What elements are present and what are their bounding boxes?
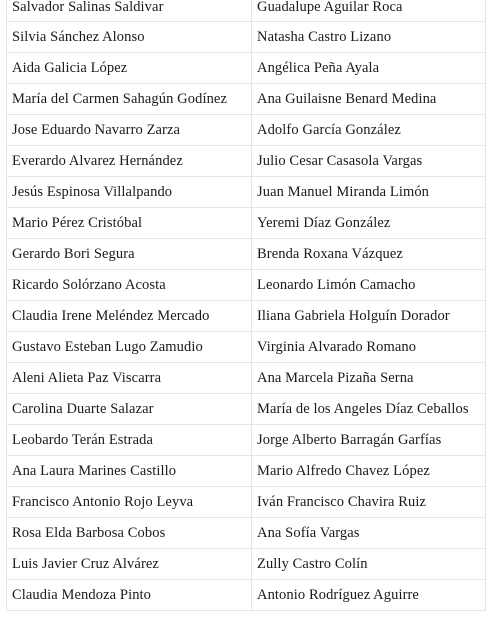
table-row	[7, 0, 486, 22]
table-row	[7, 456, 486, 487]
name-cell-right: María de los Angeles Díaz Ceballos	[252, 394, 486, 425]
table-row	[7, 332, 486, 363]
name-cell-right: Ana Marcela Pizaña Serna	[252, 363, 486, 394]
table-row	[7, 84, 486, 115]
table-row	[7, 549, 486, 580]
name-cell-right: Virginia Alvarado Romano	[252, 332, 486, 363]
name-cell-left: Mario Pérez Cristóbal	[7, 208, 252, 239]
name-cell-right: Iliana Gabriela Holguín Dorador	[252, 301, 486, 332]
name-cell-left: Francisco Antonio Rojo Leyva	[7, 487, 252, 518]
name-cell-left: Claudia Irene Meléndez Mercado	[7, 301, 252, 332]
name-cell-left: Everardo Alvarez Hernández	[7, 146, 252, 177]
name-cell-left: Gerardo Bori Segura	[7, 239, 252, 270]
name-cell-right: Yeremi Díaz González	[252, 208, 486, 239]
name-cell-left: Carolina Duarte Salazar	[7, 394, 252, 425]
name-cell-left: Jose Eduardo Navarro Zarza	[7, 115, 252, 146]
table-row	[7, 518, 486, 549]
table-row	[7, 394, 486, 425]
name-cell-left: Jesús Espinosa Villalpando	[7, 177, 252, 208]
table-row	[7, 53, 486, 84]
name-cell-left: Silvia Sánchez Alonso	[7, 22, 252, 53]
table-row	[7, 177, 486, 208]
name-cell-left: Luis Javier Cruz Alvárez	[7, 549, 252, 580]
name-cell-right: Zully Castro Colín	[252, 549, 486, 580]
table-row	[7, 425, 486, 456]
name-cell-right: Juan Manuel Miranda Limón	[252, 177, 486, 208]
name-cell-left: Ana Laura Marines Castillo	[7, 456, 252, 487]
table-row	[7, 270, 486, 301]
name-cell-left: Claudia Mendoza Pinto	[7, 580, 252, 611]
names-table	[6, 0, 486, 611]
name-cell-right: Angélica Peña Ayala	[252, 53, 486, 84]
table-row	[7, 239, 486, 270]
name-cell-right: Mario Alfredo Chavez López	[252, 456, 486, 487]
name-cell-right: Leonardo Limón Camacho	[252, 270, 486, 301]
name-cell-right: Natasha Castro Lizano	[252, 22, 486, 53]
name-cell-right: Ana Guilaisne Benard Medina	[252, 84, 486, 115]
name-cell-left: María del Carmen Sahagún Godínez	[7, 84, 252, 115]
name-cell-left: Gustavo Esteban Lugo Zamudio	[7, 332, 252, 363]
name-cell-right: Julio Cesar Casasola Vargas	[252, 146, 486, 177]
name-cell-right: Jorge Alberto Barragán Garfías	[252, 425, 486, 456]
table-row	[7, 487, 486, 518]
name-cell-left: Rosa Elda Barbosa Cobos	[7, 518, 252, 549]
name-cell-right: Adolfo García González	[252, 115, 486, 146]
table-row	[7, 208, 486, 239]
name-cell-left: Leobardo Terán Estrada	[7, 425, 252, 456]
name-cell-right: Antonio Rodríguez Aguirre	[252, 580, 486, 611]
name-cell-left: Aleni Alieta Paz Viscarra	[7, 363, 252, 394]
name-cell-right: Iván Francisco Chavira Ruiz	[252, 487, 486, 518]
table-row	[7, 146, 486, 177]
table-row	[7, 115, 486, 146]
name-cell-right: Guadalupe Aguilar Roca	[252, 0, 486, 22]
name-cell-right: Brenda Roxana Vázquez	[252, 239, 486, 270]
table-row	[7, 301, 486, 332]
name-cell-left: Ricardo Solórzano Acosta	[7, 270, 252, 301]
name-cell-left: Salvador Salinas Saldivar	[7, 0, 252, 22]
name-cell-right: Ana Sofía Vargas	[252, 518, 486, 549]
name-cell-left: Aida Galicia López	[7, 53, 252, 84]
table-row	[7, 363, 486, 394]
table-row	[7, 22, 486, 53]
table-row	[7, 580, 486, 611]
